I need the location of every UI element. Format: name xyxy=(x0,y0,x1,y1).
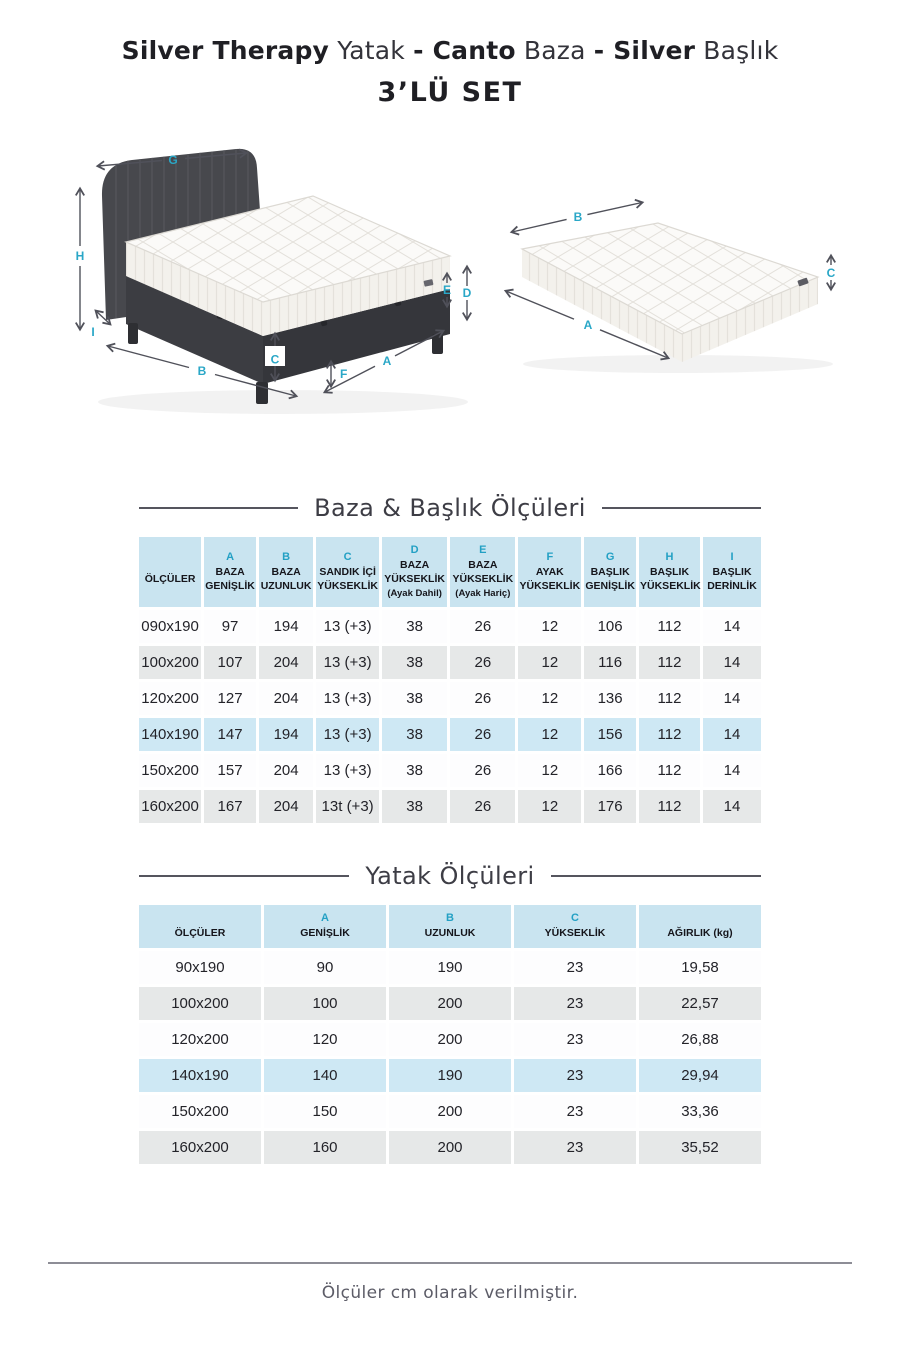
dim-label-h: H xyxy=(75,249,85,263)
value-cell: 166 xyxy=(584,754,636,787)
dim-label-i: I xyxy=(91,325,95,339)
column-letter xyxy=(140,911,260,927)
size-cell: 90x190 xyxy=(139,951,261,984)
size-cell: 120x200 xyxy=(139,1023,261,1056)
table-row xyxy=(139,682,761,715)
value-cell: 26 xyxy=(450,754,515,787)
column-letter: B xyxy=(282,550,291,563)
dim-label-a: A xyxy=(382,354,392,368)
value-cell: 38 xyxy=(382,646,447,679)
value-cell: 112 xyxy=(639,682,700,715)
column-sublabel: (Ayak Dahil) xyxy=(387,587,442,599)
value-cell: 136 xyxy=(584,682,636,715)
dim-arrow-d xyxy=(463,267,472,319)
column-letter: A xyxy=(321,912,329,925)
dim-arrow-h xyxy=(76,189,85,329)
value-cell: 38 xyxy=(382,610,447,643)
column-letter: C xyxy=(571,912,579,925)
baza-table xyxy=(136,534,764,826)
header-row xyxy=(139,537,761,607)
column-header-f xyxy=(518,537,581,607)
column-header-c xyxy=(316,537,379,607)
value-cell: 204 xyxy=(259,646,313,679)
value-cell: 112 xyxy=(639,610,700,643)
value-cell: 23 xyxy=(514,1131,636,1164)
value-cell: 204 xyxy=(259,790,313,823)
dim-label-e: E xyxy=(442,283,452,297)
column-label: BAŞLIK xyxy=(590,565,630,578)
value-cell: 167 xyxy=(204,790,256,823)
dim-label-a: A xyxy=(583,318,593,332)
column-label: BAZA xyxy=(271,565,301,578)
column-letter: F xyxy=(546,550,554,563)
column-label: BAŞLIK xyxy=(712,565,752,578)
dim-label-c: C xyxy=(826,266,836,280)
size-cell: 150x200 xyxy=(139,754,201,787)
table-row xyxy=(139,1131,761,1164)
section-head-baza xyxy=(139,494,761,522)
title-segment: Yatak xyxy=(329,36,414,65)
value-cell: 112 xyxy=(639,718,700,751)
dim-label-c: C xyxy=(270,352,280,367)
column-label: YÜKSEKLİK xyxy=(384,572,445,585)
value-cell: 204 xyxy=(259,754,313,787)
column-label: BAZA xyxy=(215,565,245,578)
value-cell: 13 (+3) xyxy=(316,610,379,643)
diagram-row xyxy=(0,134,900,464)
value-cell: 112 xyxy=(639,790,700,823)
title-segment: Baza xyxy=(515,36,594,65)
column-letter: B xyxy=(446,912,454,925)
value-cell: 38 xyxy=(382,718,447,751)
value-cell: 194 xyxy=(259,718,313,751)
value-cell: 14 xyxy=(703,754,761,787)
value-cell: 147 xyxy=(204,718,256,751)
value-cell: 127 xyxy=(204,682,256,715)
column-letter xyxy=(640,911,760,927)
value-cell: 38 xyxy=(382,682,447,715)
column-label: UZUNLUK xyxy=(260,579,312,592)
column-label: GENİŞLİK xyxy=(585,579,635,592)
size-cell: 160x200 xyxy=(139,790,201,823)
table-row xyxy=(139,610,761,643)
size-cell: 090x190 xyxy=(139,610,201,643)
value-cell: 100 xyxy=(264,987,386,1020)
value-cell: 12 xyxy=(518,610,581,643)
column-label: ÖLÇÜLER xyxy=(174,927,226,940)
column-label: UZUNLUK xyxy=(424,927,476,940)
value-cell: 200 xyxy=(389,1095,511,1128)
value-cell: 23 xyxy=(514,951,636,984)
value-cell: 200 xyxy=(389,1131,511,1164)
value-cell: 13 (+3) xyxy=(316,646,379,679)
column-letter: H xyxy=(665,550,674,563)
value-cell: 14 xyxy=(703,610,761,643)
value-cell: 38 xyxy=(382,790,447,823)
dim-label-b: B xyxy=(197,364,207,378)
column-header-e xyxy=(450,537,515,607)
value-cell: 13 (+3) xyxy=(316,754,379,787)
mattress-diagram xyxy=(498,176,873,386)
size-cell: 140x190 xyxy=(139,718,201,751)
value-cell: 33,36 xyxy=(639,1095,761,1128)
section-head-yatak xyxy=(139,862,761,890)
yatak-table xyxy=(136,902,764,1167)
table-row xyxy=(139,646,761,679)
table-row xyxy=(139,790,761,823)
value-cell: 12 xyxy=(518,754,581,787)
column-label: AĞIRLIK (kg) xyxy=(667,927,733,940)
column-label: ÖLÇÜLER xyxy=(144,572,196,585)
column-label: YÜKSEKLİK xyxy=(519,579,581,592)
value-cell: 14 xyxy=(703,718,761,751)
value-cell: 156 xyxy=(584,718,636,751)
value-cell: 26 xyxy=(450,610,515,643)
value-cell: 12 xyxy=(518,646,581,679)
table-row xyxy=(139,718,761,751)
column-label: GENİŞLİK xyxy=(205,579,255,592)
value-cell: 12 xyxy=(518,682,581,715)
value-cell: 12 xyxy=(518,718,581,751)
value-cell: 176 xyxy=(584,790,636,823)
column-header-a xyxy=(264,905,386,948)
column-label: YÜKSEKLİK xyxy=(640,579,701,592)
title-segment: - Silver xyxy=(593,36,696,65)
title-segment: Silver Therapy xyxy=(121,36,330,65)
value-cell: 26,88 xyxy=(639,1023,761,1056)
table-row xyxy=(139,1023,761,1056)
value-cell: 26 xyxy=(450,682,515,715)
column-label: SANDIK İÇİ xyxy=(319,565,376,578)
value-cell: 23 xyxy=(514,1095,636,1128)
dim-label-g: G xyxy=(168,153,178,167)
value-cell: 194 xyxy=(259,610,313,643)
value-cell: 90 xyxy=(264,951,386,984)
value-cell: 26 xyxy=(450,718,515,751)
section-divider-line xyxy=(602,507,761,509)
value-cell: 23 xyxy=(514,1023,636,1056)
value-cell: 157 xyxy=(204,754,256,787)
column-letter: A xyxy=(226,550,235,563)
table-row xyxy=(139,754,761,787)
column-letter: G xyxy=(605,550,615,563)
value-cell: 19,58 xyxy=(639,951,761,984)
value-cell: 107 xyxy=(204,646,256,679)
table-row xyxy=(139,987,761,1020)
page-title xyxy=(0,0,900,65)
column-label: BAZA xyxy=(400,559,430,571)
dim-label-d: D xyxy=(462,286,472,300)
table-row xyxy=(139,951,761,984)
value-cell: 23 xyxy=(514,1059,636,1092)
value-cell: 14 xyxy=(703,790,761,823)
mattress-body xyxy=(522,223,818,362)
value-cell: 35,52 xyxy=(639,1131,761,1164)
value-cell: 22,57 xyxy=(639,987,761,1020)
value-cell: 116 xyxy=(584,646,636,679)
size-cell: 120x200 xyxy=(139,682,201,715)
section-title-baza: Baza & Başlık Ölçüleri xyxy=(314,494,586,522)
column-header-b xyxy=(259,537,313,607)
column-label: AYAK xyxy=(535,565,564,578)
value-cell: 12 xyxy=(518,790,581,823)
value-cell: 29,94 xyxy=(639,1059,761,1092)
column-label: YÜKSEKLİK xyxy=(317,579,378,592)
table-row xyxy=(139,1095,761,1128)
column-header-b xyxy=(389,905,511,948)
value-cell: 204 xyxy=(259,682,313,715)
value-cell: 106 xyxy=(584,610,636,643)
column-label: BAZA xyxy=(468,559,498,571)
value-cell: 112 xyxy=(639,646,700,679)
column-header-d xyxy=(382,537,447,607)
value-cell: 120 xyxy=(264,1023,386,1056)
value-cell: 26 xyxy=(450,790,515,823)
column-label: BAŞLIK xyxy=(649,565,690,578)
value-cell: 97 xyxy=(204,610,256,643)
value-cell: 150 xyxy=(264,1095,386,1128)
value-cell: 13 (+3) xyxy=(316,682,379,715)
column-label: YÜKSEKLİK xyxy=(452,572,514,585)
value-cell: 190 xyxy=(389,951,511,984)
value-cell: 26 xyxy=(450,646,515,679)
column-header-h xyxy=(639,537,700,607)
column-header-olculer xyxy=(639,905,761,948)
footer-divider-line xyxy=(48,1262,852,1264)
value-cell: 14 xyxy=(703,682,761,715)
table-row xyxy=(139,1059,761,1092)
dim-label-f: F xyxy=(340,367,348,381)
dim-label-b: B xyxy=(573,210,583,224)
page-subtitle: 3’LÜ SET xyxy=(377,77,523,108)
size-cell: 100x200 xyxy=(139,987,261,1020)
column-header-c xyxy=(514,905,636,948)
size-cell: 140x190 xyxy=(139,1059,261,1092)
column-label: DERİNLİK xyxy=(707,579,757,592)
column-header-olculer xyxy=(139,905,261,948)
size-cell: 160x200 xyxy=(139,1131,261,1164)
column-sublabel: (Ayak Hariç) xyxy=(455,587,511,599)
title-segment: Başlık xyxy=(695,36,779,65)
value-cell: 200 xyxy=(389,987,511,1020)
column-header-g xyxy=(584,537,636,607)
section-divider-line xyxy=(139,507,298,509)
dim-arrow-c xyxy=(827,256,836,289)
value-cell: 200 xyxy=(389,1023,511,1056)
bed-diagram xyxy=(68,134,488,464)
column-letter: C xyxy=(343,550,352,563)
column-header-olculer xyxy=(139,537,201,607)
title-segment: - Canto xyxy=(413,36,516,65)
footnote: Ölçüler cm olarak verilmiştir. xyxy=(321,1283,579,1303)
column-header-a xyxy=(204,537,256,607)
section-title-yatak: Yatak Ölçüleri xyxy=(365,862,535,891)
column-header-i xyxy=(703,537,761,607)
column-letter xyxy=(140,557,200,573)
value-cell: 13t (+3) xyxy=(316,790,379,823)
value-cell: 190 xyxy=(389,1059,511,1092)
value-cell: 13 (+3) xyxy=(316,718,379,751)
value-cell: 23 xyxy=(514,987,636,1020)
value-cell: 14 xyxy=(703,646,761,679)
section-divider-line xyxy=(139,875,349,877)
value-cell: 112 xyxy=(639,754,700,787)
size-cell: 150x200 xyxy=(139,1095,261,1128)
column-label: YÜKSEKLİK xyxy=(544,927,606,940)
dim-arrow-b xyxy=(512,203,642,233)
column-letter: I xyxy=(730,550,734,563)
value-cell: 140 xyxy=(264,1059,386,1092)
section-divider-line xyxy=(551,875,761,877)
bed-shadow xyxy=(98,390,468,414)
header-row xyxy=(139,905,761,948)
column-letter: D xyxy=(410,544,419,556)
column-label: GENİŞLİK xyxy=(300,927,350,940)
column-letter: E xyxy=(479,544,487,556)
value-cell: 160 xyxy=(264,1131,386,1164)
size-cell: 100x200 xyxy=(139,646,201,679)
value-cell: 38 xyxy=(382,754,447,787)
